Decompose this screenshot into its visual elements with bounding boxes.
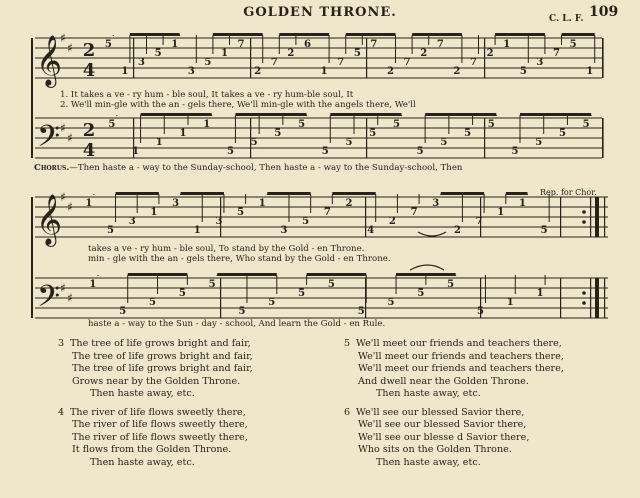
- system1-treble-barline: [484, 38, 485, 78]
- system1-bass-note-figure: 5: [108, 119, 116, 130]
- system1-treble-note-beam: [495, 33, 545, 36]
- system1-treble-note-figure: 1: [221, 48, 228, 59]
- system2-bass-note-figure: 1: [536, 288, 544, 299]
- time-signature-bottom: 4: [82, 60, 96, 81]
- verse-line: We'll meet our friends and teachers there,: [358, 350, 564, 362]
- system2-bass-note-figure: 1: [506, 297, 514, 308]
- system1-bass-note-figure: 5: [298, 119, 306, 130]
- system2-treble-note-beam: [332, 192, 375, 195]
- treble-clef-icon: 𝄞: [36, 35, 63, 86]
- system1-bass-note-figure: 5: [226, 146, 234, 157]
- system2-treble-note-figure: 2: [345, 198, 353, 209]
- system1-bass-note-figure: 5: [464, 128, 472, 139]
- system2-treble-note-figure: 1: [85, 198, 93, 209]
- system2-treble-barline: [365, 197, 366, 237]
- verse-refrain: Then haste away, etc.: [376, 456, 481, 468]
- repeat-dot: [582, 301, 586, 305]
- system2-treble-note-figure: 1: [193, 225, 201, 236]
- system2-bass-note-figure: 5: [149, 297, 157, 308]
- system1-bass-note-figure: 5: [345, 137, 353, 148]
- chorus-lead-label: Chorus.: [34, 163, 70, 173]
- verse-number: 5: [344, 338, 351, 349]
- chorus-text: —Then haste a - way to the Sunday-school, Then haste a - way to the Sunday-school, Then: [69, 163, 463, 173]
- verse-line: 4 The river of life flows sweetly there,: [58, 406, 246, 418]
- time-signature-top: 2: [82, 40, 96, 61]
- system1-treble-note-beam: [562, 33, 595, 36]
- system2-bass-barline: [220, 278, 221, 318]
- system1-treble-note-figure: 1: [171, 39, 179, 50]
- system1-treble-note-figure: 1: [121, 66, 129, 77]
- verse-line: We'll see our blessed Savior there,: [358, 419, 527, 430]
- system1-bass-note-figure: 5: [558, 128, 566, 139]
- system2-treble-note-figure: 3: [432, 198, 440, 209]
- system1-treble-note-figure: 7: [270, 57, 278, 68]
- bass-clef-icon: 𝄢: [37, 280, 61, 321]
- system2-treble-note-figure: 5: [540, 225, 548, 236]
- system1-treble-note-figure: 2: [453, 66, 461, 77]
- system2-treble-note-figure: 7: [323, 207, 331, 218]
- system1-bass-barline: [602, 118, 604, 158]
- system2-bass-note-figure: 5: [387, 297, 395, 308]
- system1-treble-note-figure: 5: [569, 39, 577, 50]
- system1-treble-note-figure: 7: [470, 57, 477, 68]
- final-double-barline: [604, 197, 605, 237]
- system1-treble-note-figure: 1: [586, 66, 594, 77]
- final-double-barline: [604, 278, 605, 318]
- final-double-barline: [595, 197, 599, 237]
- system1-bass-barline: [366, 118, 367, 158]
- page-number: 109: [589, 4, 619, 20]
- treble-clef-icon: 𝄞: [36, 194, 63, 245]
- system1-treble-note-figure: 2: [486, 48, 494, 59]
- system2-brace: [31, 197, 33, 318]
- chorus-line-system1: [34, 164, 462, 173]
- system1-bass-note-figure: 5: [440, 137, 448, 148]
- final-double-barline: [595, 278, 599, 318]
- verse-number: 4: [58, 406, 65, 418]
- system1-bass-note-beam: [520, 113, 591, 116]
- verse-line: The tree of life grows bright and fair,: [72, 363, 253, 374]
- system1-treble-note-figure: 3: [536, 57, 544, 68]
- system2-bass-note-figure: 5: [357, 306, 365, 317]
- system1-treble-note-figure: 5: [353, 48, 361, 59]
- system2-treble-note-figure: 7: [410, 207, 418, 218]
- system1-treble-note-figure: 7: [403, 57, 411, 68]
- system1-treble-note-figure: 5: [154, 48, 162, 59]
- system1-bass-note-beam: [330, 113, 401, 116]
- system1-bass-note-figure: 5: [487, 119, 495, 130]
- time-signature-top: 2: [82, 120, 96, 141]
- verse-line: Grows near by the Golden Throne.: [72, 375, 241, 387]
- verse-refrain: Then haste away, etc.: [90, 456, 195, 468]
- system1-treble-note-figure: 7: [337, 57, 345, 68]
- system1-bass-note-figure: 1: [203, 119, 211, 130]
- system2-treble-note-figure: 5: [237, 207, 245, 218]
- repeat-dot: [582, 220, 586, 224]
- system1-treble-note-figure: 2: [387, 66, 394, 77]
- system2-treble-note-figure: 3: [172, 198, 180, 209]
- system2-bass-note-figure: 5: [238, 306, 246, 317]
- verse-refrain: Then haste away, etc.: [376, 388, 481, 399]
- key-sharp-icon: ♯: [60, 190, 66, 204]
- verse-line: 6 We'll see our blessed Savior there,: [344, 406, 525, 418]
- repeat-for-chorus-label: Rep. for Chor.: [540, 188, 597, 197]
- system2-bass-note-beam: [128, 273, 188, 276]
- chorus-line-system2: haste a - way to the Sun - day - school, And learn the Gold - en Rule.: [88, 319, 386, 329]
- lyric-line-system1-verse2: 2. We'll min-gle with the an - gels there, We'll min-gle with the angels there, We'll: [60, 100, 416, 110]
- lyric-line-system2-verse1: takes a ve - ry hum - ble soul, To stand by the Gold - en Throne.: [88, 244, 365, 254]
- system1-treble-note-beam: [279, 33, 329, 36]
- system1-treble-note-figure: 2: [254, 66, 262, 77]
- system1-treble-note-figure: 6: [304, 39, 311, 50]
- verse-line: It flows from the Golden Throne.: [72, 444, 232, 455]
- system1-treble-barline: [133, 38, 134, 78]
- song-title: GOLDEN THRONE.: [243, 5, 397, 20]
- system2-bass-note-figure: 5: [298, 288, 306, 299]
- system2-treble-note-beam: [506, 192, 528, 195]
- final-double-barline: [590, 197, 591, 237]
- system1-treble-note-figure: 1: [503, 39, 511, 50]
- system1-bass-note-figure: 5: [511, 146, 519, 157]
- system1-bass-note-figure: 5: [535, 137, 543, 148]
- system1-treble-note-figure: 2: [287, 48, 295, 59]
- verse-line: The tree of life grows bright and fair,: [72, 350, 253, 362]
- system2-bass-note-beam: [307, 273, 367, 276]
- system2-bass-note-beam: [396, 273, 456, 276]
- system2-treble-note-figure: 1: [497, 207, 505, 218]
- system2-bass-note-figure: 5: [268, 297, 276, 308]
- system2-treble-note-figure: 1: [258, 198, 266, 209]
- system1-treble-note-figure: 7: [436, 39, 444, 50]
- system1-bass-note-figure: 1: [155, 137, 163, 148]
- system1-treble-note-figure: 3: [138, 57, 145, 68]
- verses-right-column: [344, 338, 564, 469]
- key-sharp-icon: ♯: [67, 131, 73, 145]
- system2-bass-note-figure: 5: [417, 288, 425, 299]
- system1-treble-note-beam: [412, 33, 462, 36]
- system2-treble-note-beam: [267, 192, 310, 195]
- system1-treble-note-figure: 5: [104, 39, 112, 50]
- system2-treble-note-figure: 3: [280, 225, 288, 236]
- verse-line: The river of life flows sweetly there,: [72, 431, 248, 443]
- system1-treble-barline: [250, 38, 251, 78]
- system1-treble-note-figure: 2: [420, 48, 428, 59]
- system1-bass-note-figure: 1: [179, 128, 187, 139]
- key-sharp-icon: ♯: [67, 200, 73, 214]
- system1-bass-note-figure: 5: [321, 146, 329, 157]
- system2-treble-note-figure: 3: [215, 216, 223, 227]
- system1-treble-note-figure: 7: [553, 48, 560, 59]
- key-sharp-icon: ♯: [67, 291, 73, 305]
- system2-treble-note-figure: 1: [518, 198, 526, 209]
- verses-left-column: [58, 338, 253, 469]
- key-sharp-icon: ♯: [60, 121, 66, 135]
- key-sharp-icon: ♯: [67, 41, 73, 55]
- verse-line: The river of life flows sweetly there,: [72, 419, 248, 430]
- system1-treble-note-figure: 3: [187, 66, 195, 77]
- system1-bass-note-figure: 5: [582, 119, 590, 130]
- system1-bass-note-beam: [235, 113, 306, 116]
- system2-bass-note-figure: 5: [327, 279, 335, 290]
- verse-line: Who sits on the Golden Throne.: [358, 444, 512, 455]
- verse-number: 3: [58, 338, 65, 349]
- system1-bass-note-figure: 5: [416, 146, 424, 157]
- system1-bass-note-figure: 5: [250, 137, 258, 148]
- verse-refrain: Then haste away, etc.: [90, 388, 195, 399]
- verse-number: 6: [344, 406, 351, 418]
- system1-treble-note-beam: [346, 33, 396, 36]
- system2-treble-note-figure: 5: [302, 216, 310, 227]
- system1-bass-note-figure: 1: [132, 146, 140, 157]
- system1-treble-note-figure: 5: [519, 66, 527, 77]
- system1-bass-barline: [484, 118, 485, 158]
- system2-bass-barline: [560, 278, 561, 318]
- lyric-line-system2-verse2: min - gle with the an - gels there, Who stand by the Gold - en Throne.: [88, 254, 391, 264]
- verse-line: 5 We'll meet our friends and teachers there,: [344, 338, 562, 349]
- tie-arc: [410, 265, 444, 270]
- system2-treble-note-figure: 7: [475, 216, 483, 227]
- system1-bass-note-beam: [141, 113, 212, 116]
- system2-bass-note-figure: 5: [208, 279, 216, 290]
- system2-treble-note-figure: 1: [150, 207, 158, 218]
- tie-arc: [418, 232, 446, 236]
- system2-bass-note-figure: 5: [447, 279, 455, 290]
- system2-bass-note-figure: 1: [89, 279, 97, 290]
- system1-treble-note-figure: 1: [320, 66, 328, 77]
- key-sharp-icon: ♯: [60, 281, 66, 295]
- author-credit: C. L. F.: [549, 14, 584, 24]
- final-double-barline: [590, 278, 591, 318]
- system1-treble-barline: [602, 38, 604, 78]
- system2-treble-note-beam: [181, 192, 224, 195]
- system2-treble-note-beam: [116, 192, 159, 195]
- system2-treble-note-figure: 2: [453, 225, 461, 236]
- repeat-dot: [582, 210, 586, 214]
- system1-bass-note-figure: 5: [274, 128, 282, 139]
- system1-bass-note-figure: 5: [392, 119, 400, 130]
- system2-treble-note-figure: 5: [107, 225, 115, 236]
- system2-treble-note-figure: 3: [128, 216, 136, 227]
- repeat-dot: [582, 291, 586, 295]
- system1-treble-barline: [366, 38, 367, 78]
- system1-treble-note-figure: 7: [237, 39, 245, 50]
- system1-treble-note-beam: [213, 33, 263, 36]
- verse-line: We'll see our blesse d Savior there,: [358, 431, 530, 443]
- verse-line: 3 The tree of life grows bright and fair,: [58, 338, 251, 349]
- system2-bass-note-beam: [217, 273, 277, 276]
- system2-treble-note-beam: [441, 192, 484, 195]
- system1-treble-note-figure: 7: [370, 39, 378, 50]
- system2-bass-note-figure: 5: [119, 306, 127, 317]
- system2-bass-note-figure: 5: [476, 306, 484, 317]
- system2-treble-barline: [560, 197, 561, 237]
- verse-line: We'll meet our friends and teachers there,: [358, 363, 564, 374]
- system1-treble-note-figure: 5: [204, 57, 212, 68]
- system2-treble-note-figure: 4: [367, 225, 375, 236]
- time-signature-bottom: 4: [82, 140, 96, 161]
- system2-treble-note-figure: 2: [388, 216, 396, 227]
- system1-bass-note-figure: 5: [369, 128, 377, 139]
- system1-brace: [31, 38, 33, 158]
- system2-bass-note-figure: 5: [178, 288, 186, 299]
- key-sharp-icon: ♯: [60, 31, 66, 45]
- verse-line: And dwell near the Golden Throne.: [358, 375, 529, 387]
- bass-clef-icon: 𝄢: [37, 120, 61, 161]
- system1-treble-note-beam: [130, 33, 180, 36]
- lyric-line-system1-verse1: 1. It takes a ve - ry hum - ble soul, It takes a ve - ry hum-ble soul, It: [60, 90, 354, 100]
- system1-bass-note-beam: [425, 113, 496, 116]
